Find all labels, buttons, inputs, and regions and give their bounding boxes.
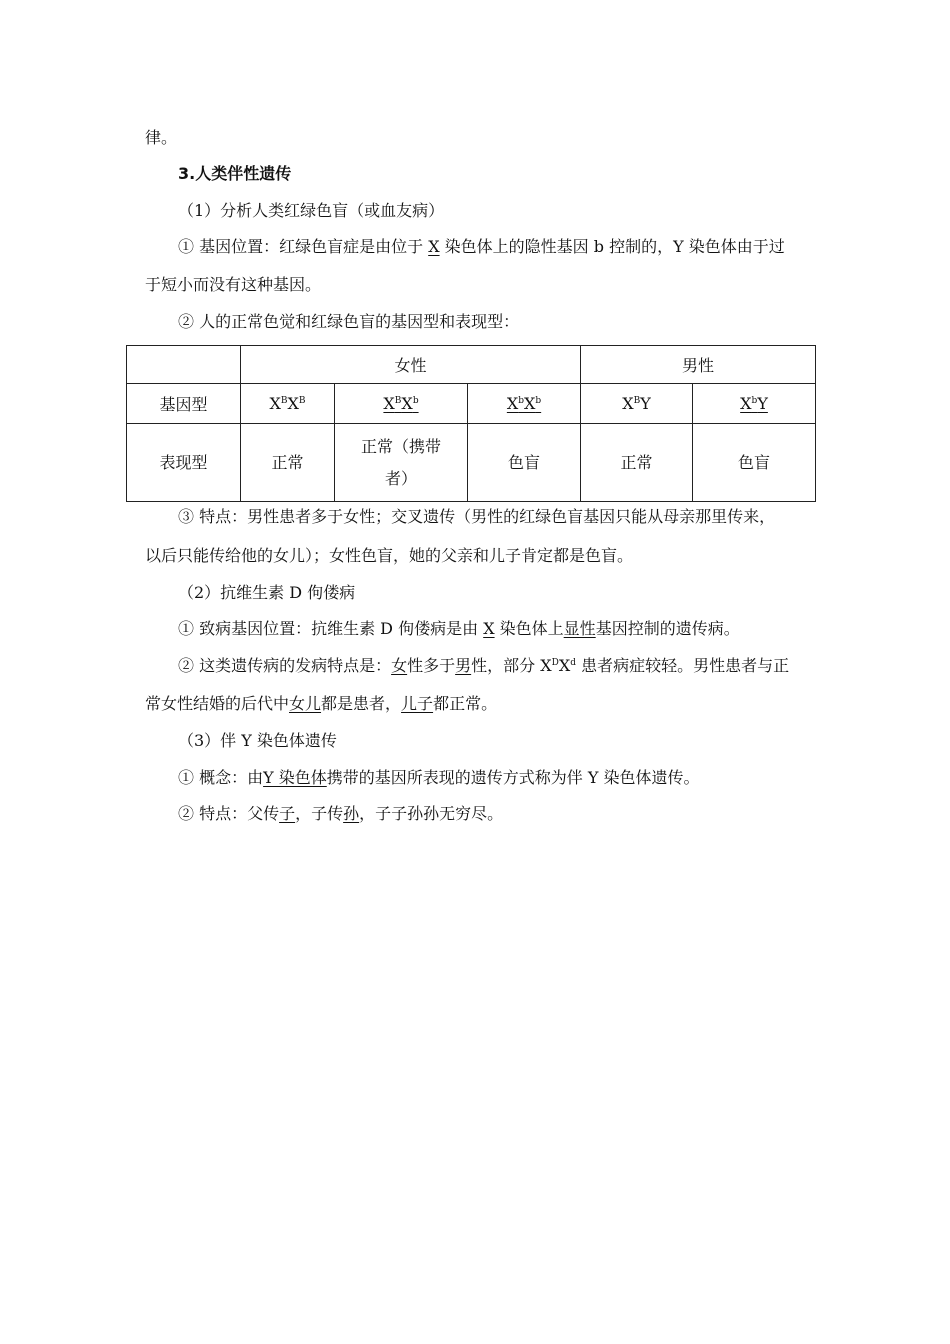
rickets-features-continued: 常女性结婚的后代中女儿都是患者，儿子都正常。 [145, 694, 498, 713]
rickets-features: ② 这类遗传病的发病特点是：女性多于男性，部分 $X^DX^d$ 患者病症较轻。男性患者与正 [178, 656, 790, 675]
phenotype-carrier: 正常（携带 者） [335, 424, 468, 502]
phenotype-normal-female: 正常 [241, 424, 335, 502]
table-corner-cell [127, 346, 241, 384]
y-linked-features: ② 特点：父传子，子传孙，子子孙孙无穷尽。 [178, 804, 504, 823]
rickets-gene-location: ① 致病基因位置：抗维生素 D 佝偻病是由 X 染色体上显性基因控制的遗传病。 [178, 619, 740, 638]
phenotype-colorblind-male: 色盲 [693, 424, 816, 502]
subsection-2-title: （2）抗维生素 D 佝偻病 [178, 583, 356, 602]
phenotype-normal-male: 正常 [581, 424, 693, 502]
table-header-row [127, 346, 816, 384]
genotype-XbXb: $X^bX^b$ [468, 384, 581, 424]
female-header: 女性 [241, 346, 581, 384]
phenotype-colorblind-female: 色盲 [468, 424, 581, 502]
table-row-phenotype [127, 424, 816, 502]
genotype-XBY: $X^BY$ [581, 384, 693, 424]
table-row-genotype [127, 384, 816, 424]
genotype-phenotype-table [126, 345, 816, 502]
paragraph-tail: 律。 [145, 128, 178, 147]
row-label-phenotype: 表现型 [127, 424, 241, 502]
gene-location-continued: 于短小而没有这种基因。 [145, 275, 322, 294]
gene-location-paragraph: ① 基因位置：红绿色盲症是由位于 X 染色体上的隐性基因 b 控制的，Y 染色体由于过 [178, 237, 785, 256]
genotype-XBXB: $X^BX^B$ [241, 384, 335, 424]
genotype-intro: ② 人的正常色觉和红绿色盲的基因型和表现型： [178, 312, 520, 331]
subsection-1-title: （1）分析人类红绿色盲（或血友病） [178, 201, 445, 220]
y-linked-concept: ① 概念：由Y 染色体携带的基因所表现的遗传方式称为伴 Y 染色体遗传。 [178, 768, 700, 787]
genotype-XBXb: $X^BX^b$ [335, 384, 468, 424]
features-paragraph: ③ 特点：男性患者多于女性；交叉遗传（男性的红绿色盲基因只能从母亲那里传来， [178, 507, 776, 526]
male-header: 男性 [581, 346, 816, 384]
genotype-XbY: $X^bY$ [693, 384, 816, 424]
subsection-3-title: （3）伴 Y 染色体遗传 [178, 731, 337, 750]
section-heading: 3.人类伴性遗传 [178, 164, 292, 183]
row-label-genotype: 基因型 [127, 384, 241, 424]
features-continued: 以后只能传给他的女儿）；女性色盲，她的父亲和儿子肯定都是色盲。 [145, 546, 634, 565]
